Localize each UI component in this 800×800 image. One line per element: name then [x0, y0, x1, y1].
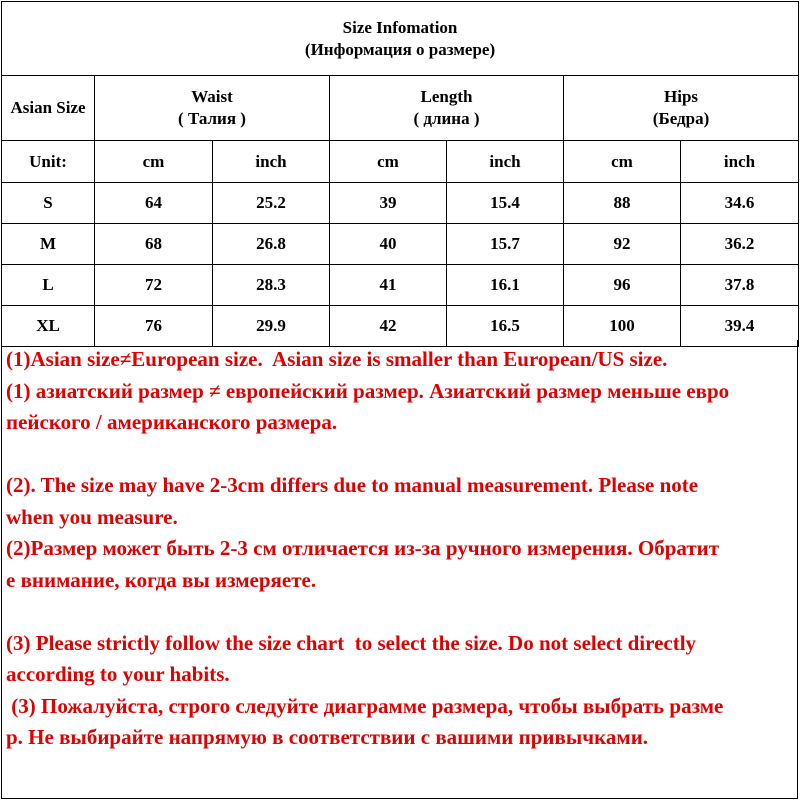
unit-row: [2, 141, 799, 183]
table-header-row: [2, 76, 799, 141]
unit-cell: inch: [447, 141, 564, 183]
unit-cell: inch: [213, 141, 330, 183]
note-2-en: (2). The size may have 2-3cm differs due to manual measurement. Please note when you measure.: [6, 473, 699, 529]
unit-cell: inch: [681, 141, 799, 183]
table-row: [2, 224, 799, 265]
size-table: [1, 1, 799, 347]
hips-inch-cell: 36.2: [681, 224, 799, 265]
waist-label: Waist: [191, 87, 233, 106]
hips-inch-cell: 34.6: [681, 183, 799, 224]
hips-cm-cell: 92: [564, 224, 681, 265]
length-inch-cell: 16.1: [447, 265, 564, 306]
size-cell: S: [2, 183, 95, 224]
asian-size-header: Asian Size: [2, 76, 95, 141]
note-1-en: (1)Asian size≠European size. Asian size is smaller than European/US size.: [6, 347, 668, 371]
waist-cm-cell: 72: [95, 265, 213, 306]
table-row: [2, 183, 799, 224]
waist-cm-cell: 64: [95, 183, 213, 224]
waist-inch-cell: 25.2: [213, 183, 330, 224]
table-subtitle: (Информация о размере): [304, 39, 496, 59]
length-inch-cell: 15.7: [447, 224, 564, 265]
hips-label-ru: (Бедра): [652, 109, 710, 128]
waist-header: [95, 76, 330, 141]
note-2-ru: (2)Размер может быть 2-3 см отличается из-за ручного измерения. Обратит е внимание, когда вы измеряете.: [6, 536, 720, 592]
waist-inch-cell: 28.3: [213, 265, 330, 306]
waist-cm-cell: 68: [95, 224, 213, 265]
unit-cell: cm: [95, 141, 213, 183]
waist-inch-cell: 29.9: [213, 306, 330, 347]
note-spacer: [6, 596, 793, 628]
length-cm-cell: 40: [330, 224, 447, 265]
table-row: [2, 265, 799, 306]
hips-cm-cell: 100: [564, 306, 681, 347]
hips-inch-cell: 39.4: [681, 306, 799, 347]
table-title: Size Infomation: [342, 17, 458, 37]
length-cm-cell: 39: [330, 183, 447, 224]
table-title-row: [2, 2, 799, 76]
hips-header: [564, 76, 799, 141]
length-cm-cell: 42: [330, 306, 447, 347]
length-header: [330, 76, 564, 141]
length-inch-cell: 16.5: [447, 306, 564, 347]
note-3-en: (3) Please strictly follow the size chart to select the size. Do not select directly according to your habits.: [6, 630, 697, 686]
size-cell: L: [2, 265, 95, 306]
table-title-cell: [2, 2, 799, 76]
length-label: Length: [420, 87, 473, 106]
length-inch-cell: 15.4: [447, 183, 564, 224]
waist-inch-cell: 26.8: [213, 224, 330, 265]
size-notes: [1, 340, 798, 799]
waist-label-ru: ( Талия ): [178, 109, 246, 128]
length-cm-cell: 41: [330, 265, 447, 306]
unit-cell: cm: [564, 141, 681, 183]
hips-label: Hips: [664, 87, 699, 106]
note-spacer: [6, 439, 793, 471]
unit-label: Unit:: [2, 141, 95, 183]
hips-cm-cell: 88: [564, 183, 681, 224]
hips-inch-cell: 37.8: [681, 265, 799, 306]
note-3-ru: (3) Пожалуйста, строго следуйте диаграмме размера, чтобы выбрать разме р. Не выбирайте напрямую в соответствии с вашими привычками.: [6, 693, 724, 749]
size-cell: M: [2, 224, 95, 265]
size-cell: XL: [2, 306, 95, 347]
waist-cm-cell: 76: [95, 306, 213, 347]
hips-cm-cell: 96: [564, 265, 681, 306]
note-1-ru: (1) азиатский размер ≠ европейский размер. Азиатский размер меньше евро пейского / американского размера.: [6, 378, 730, 434]
length-label-ru: ( длина ): [413, 109, 480, 128]
unit-cell: cm: [330, 141, 447, 183]
